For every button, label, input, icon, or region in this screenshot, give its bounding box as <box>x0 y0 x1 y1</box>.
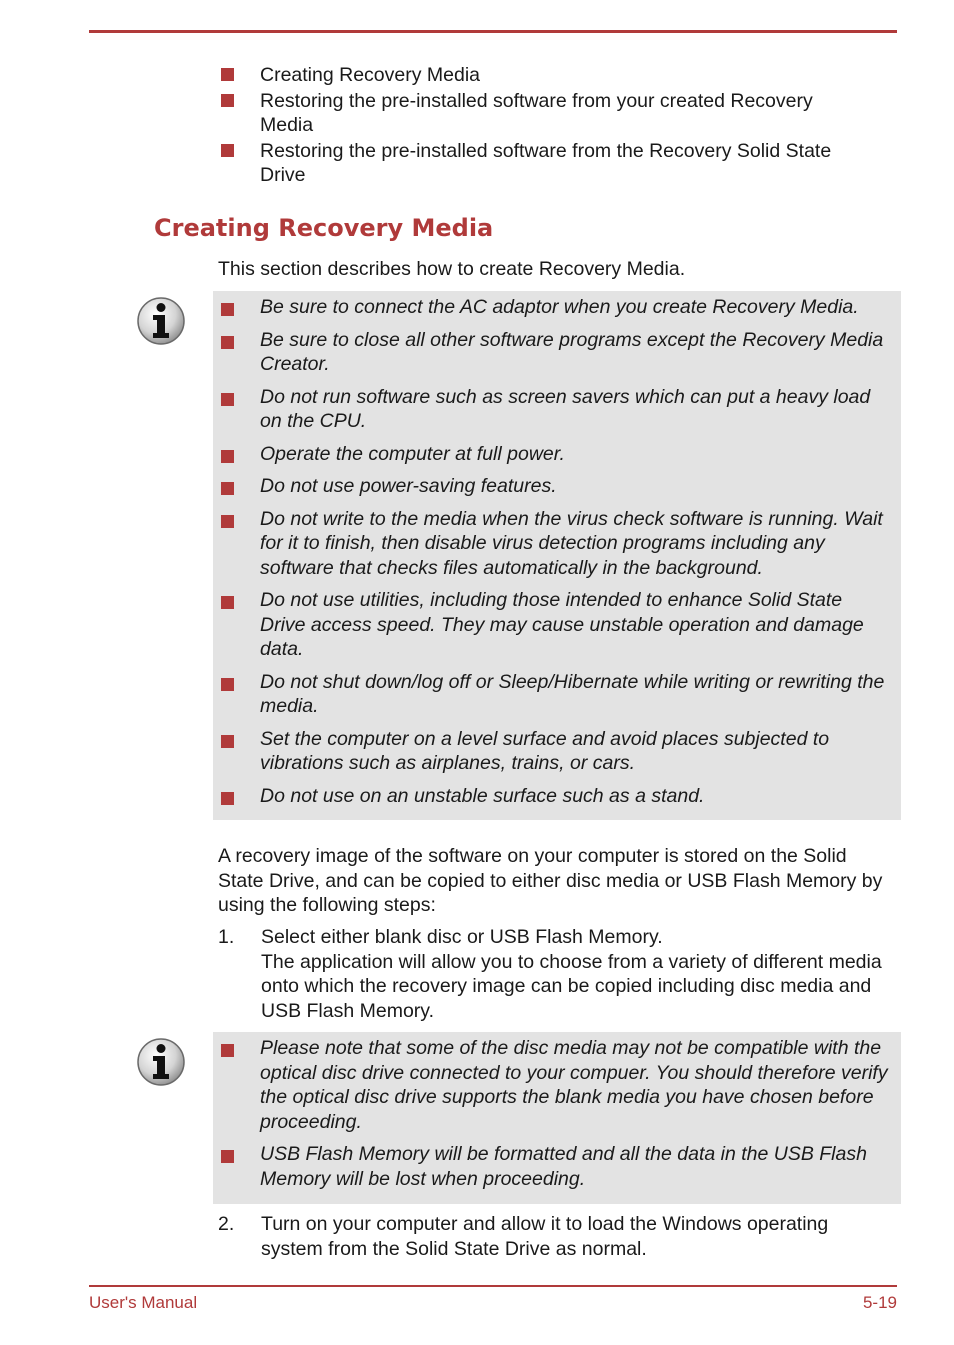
list-item: Do not use on an unstable surface such as a stand. <box>217 784 893 809</box>
bullet-square-icon <box>221 596 234 609</box>
list-item: Do not shut down/log off or Sleep/Hibernate while writing or rewriting the media. <box>217 670 893 719</box>
recovery-paragraph: A recovery image of the software on your computer is stored on the Solid State Drive, and can be copied to either disc media or USB Flash Memory by using the following steps: <box>218 845 883 916</box>
header-rule <box>89 30 897 33</box>
bullet-square-icon <box>221 68 234 81</box>
section-title: Creating Recovery Media <box>154 214 494 242</box>
bullet-square-icon <box>221 450 234 463</box>
step-detail: The application will allow you to choose from a variety of different media onto which the recovery image can be copied including disc media and USB Flash Memory. <box>261 950 882 1022</box>
list-item: Do not use power-saving features. <box>217 474 893 499</box>
bullet-square-icon <box>221 94 234 107</box>
section-intro: This section describes how to create Recovery Media. <box>218 258 686 280</box>
list-item: Creating Recovery Media <box>217 63 867 88</box>
info-icon <box>136 296 186 346</box>
media-notes-list <box>213 1032 901 1191</box>
list-item: Restoring the pre-installed software from the Recovery Solid State Drive <box>217 139 867 188</box>
list-item: Please note that some of the disc media may not be compatible with the optical disc drive connected to your compuer. You should therefore verify the optical disc drive supports the blank media you have chosen before proceeding. <box>217 1036 893 1134</box>
bullet-square-icon <box>221 1044 234 1057</box>
page-number: 5-19 <box>862 1293 897 1312</box>
footer-rule <box>89 1285 897 1287</box>
bullet-square-icon <box>221 735 234 748</box>
bullet-square-icon <box>221 482 234 495</box>
list-item: USB Flash Memory will be formatted and all the data in the USB Flash Memory will be lost when proceeding. <box>217 1142 893 1191</box>
precautions-list <box>213 291 901 808</box>
bullet-square-icon <box>221 393 234 406</box>
bullet-square-icon <box>221 303 234 316</box>
note-box-media <box>213 1032 901 1204</box>
bullet-square-icon <box>221 792 234 805</box>
bullet-square-icon <box>221 1150 234 1163</box>
bullet-square-icon <box>221 515 234 528</box>
note-box-precautions <box>213 291 901 820</box>
info-icon <box>136 1037 186 1087</box>
step-number: 2. <box>218 1213 235 1235</box>
bullet-square-icon <box>221 336 234 349</box>
list-item: Be sure to close all other software programs except the Recovery Media Creator. <box>217 328 893 377</box>
list-item: Operate the computer at full power. <box>217 442 893 467</box>
list-item: Do not run software such as screen savers which can put a heavy load on the CPU. <box>217 385 893 434</box>
list-item: Do not use utilities, including those intended to enhance Solid State Drive access speed. They may cause unstable operation and damage data. <box>217 588 893 662</box>
footer-manual-title: User's Manual <box>89 1293 198 1312</box>
step-1 <box>218 925 890 1023</box>
bullet-square-icon <box>221 144 234 157</box>
step-title: Turn on your computer and allow it to load the Windows operating system from the Solid State Drive as normal. <box>261 1213 829 1260</box>
list-item: Restoring the pre-installed software from your created Recovery Media <box>217 89 867 138</box>
bullet-square-icon <box>221 678 234 691</box>
step-number: 1. <box>218 926 235 948</box>
step-title: Select either blank disc or USB Flash Memory. <box>261 926 663 948</box>
intro-bullet-list <box>217 63 867 189</box>
list-item: Do not write to the media when the virus check software is running. Wait for it to finish, then disable virus detection programs including any software that checks files automatically in the background. <box>217 507 893 581</box>
list-item: Be sure to connect the AC adaptor when you create Recovery Media. <box>217 295 893 320</box>
list-item: Set the computer on a level surface and avoid places subjected to vibrations such as airplanes, trains, or cars. <box>217 727 893 776</box>
step-2 <box>218 1212 890 1261</box>
